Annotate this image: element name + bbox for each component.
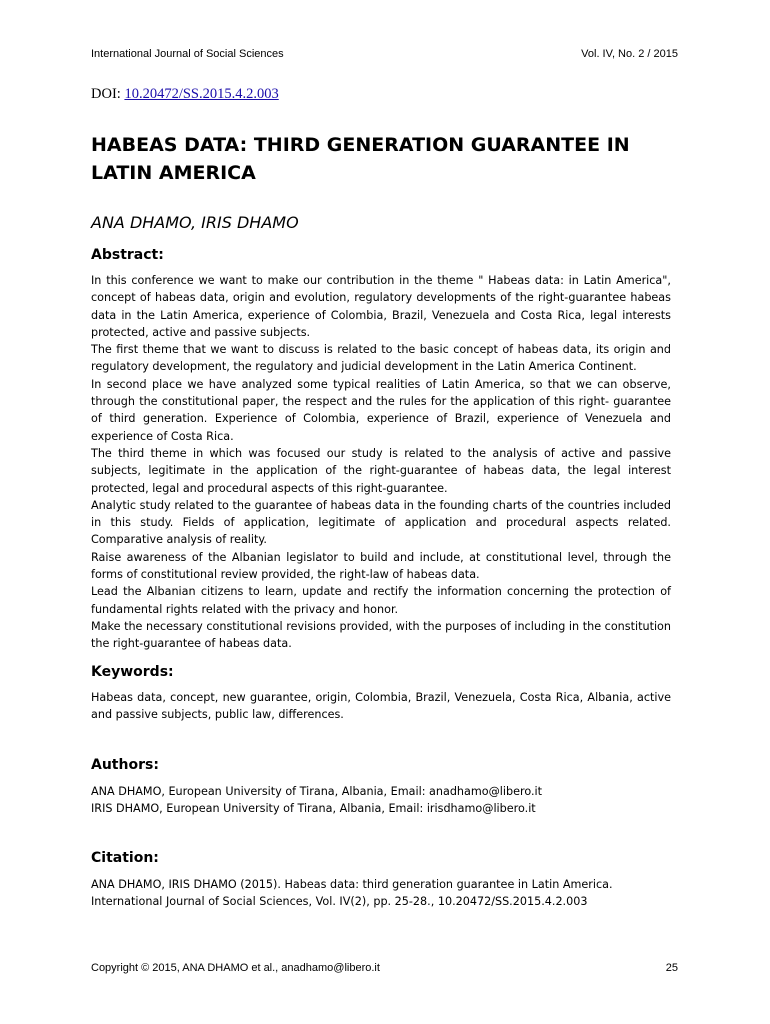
- citation-heading: Citation:: [91, 850, 159, 866]
- paper-title: HABEAS DATA: THIRD GENERATION GUARANTEE IN LATIN AMERICA: [91, 134, 630, 184]
- volume-issue: Vol. IV, No. 2 / 2015: [581, 48, 678, 60]
- abstract-body: [91, 272, 671, 653]
- page-footer: [91, 962, 678, 974]
- running-header: [91, 48, 678, 60]
- abstract-paragraph: Raise awareness of the Albanian legislator to build and include, at constitutional level, through the forms of constitutional review provided, the right-law of habeas data.: [91, 550, 671, 582]
- author-names: ANA DHAMO, IRIS DHAMO: [91, 213, 299, 232]
- abstract-paragraph: Make the necessary constitutional revisions provided, with the purposes of including in the constitution the right-guarantee of habeas data.: [91, 619, 671, 651]
- citation-body: [91, 876, 671, 911]
- copyright-notice: Copyright © 2015, ANA DHAMO et al., anadhamo@libero.it: [91, 962, 380, 974]
- doi-label: DOI:: [91, 86, 121, 102]
- author-affiliation: IRIS DHAMO, European University of Tirana, Albania, Email: irisdhamo@libero.it: [91, 802, 536, 816]
- doi-line: [91, 86, 279, 103]
- abstract-paragraph: In this conference we want to make our contribution in the theme " Habeas data: in Latin America", concept of habeas data, origin and evolution, regulatory developments of the right-guarantee habeas data in the Latin America, experience of Colombia, Brazil, Venezuela and Costa Rica, legal interests protected, active and passive subjects.: [91, 274, 671, 339]
- citation-line: International Journal of Social Sciences, Vol. IV(2), pp. 25-28., 10.20472/SS.2015.4.2.003: [91, 895, 588, 909]
- abstract-heading: Abstract:: [91, 247, 164, 263]
- abstract-paragraph: Analytic study related to the guarantee of habeas data in the founding charts of the countries included in this study. Fields of application, legitimate of application and procedural aspects related. Comparative analysis of reality.: [91, 498, 671, 547]
- journal-name: International Journal of Social Sciences: [91, 48, 284, 60]
- citation-line: ANA DHAMO, IRIS DHAMO (2015). Habeas data: third generation guarantee in Latin America.: [91, 878, 613, 891]
- abstract-paragraph: The first theme that we want to discuss is related to the basic concept of habeas data, its origin and regulatory development, the regulatory and judicial development in the Latin America Continent.: [91, 343, 671, 374]
- keywords-body: [91, 689, 671, 724]
- abstract-paragraph: In second place we have analyzed some typical realities of Latin America, so that we can observe, through the constitutional paper, the respect and the rules for the application of this right- guarantee of third generation. Experience of Colombia, experience of Brazil, experience of Venezuela and experience of Costa Rica.: [91, 377, 671, 443]
- keywords-text: Habeas data, concept, new guarantee, origin, Colombia, Brazil, Venezuela, Costa Rica, Albania, active and passive subjects, public law, differences.: [91, 691, 671, 722]
- authors-heading: Authors:: [91, 757, 159, 773]
- abstract-paragraph: Lead the Albanian citizens to learn, update and rectify the information concerning the protection of fundamental rights related with the privacy and honor.: [91, 585, 671, 616]
- doi-link[interactable]: 10.20472/SS.2015.4.2.003: [124, 86, 279, 102]
- page-number: 25: [665, 962, 678, 974]
- authors-body: [91, 783, 671, 818]
- keywords-heading: Keywords:: [91, 664, 174, 680]
- author-affiliation: ANA DHAMO, European University of Tirana, Albania, Email: anadhamo@libero.it: [91, 785, 543, 798]
- abstract-paragraph: The third theme in which was focused our study is related to the analysis of active and passive subjects, legitimate in the application of the right-guarantee of habeas data, the legal interest protected, legal and procedural aspects of this right-guarantee.: [91, 446, 671, 495]
